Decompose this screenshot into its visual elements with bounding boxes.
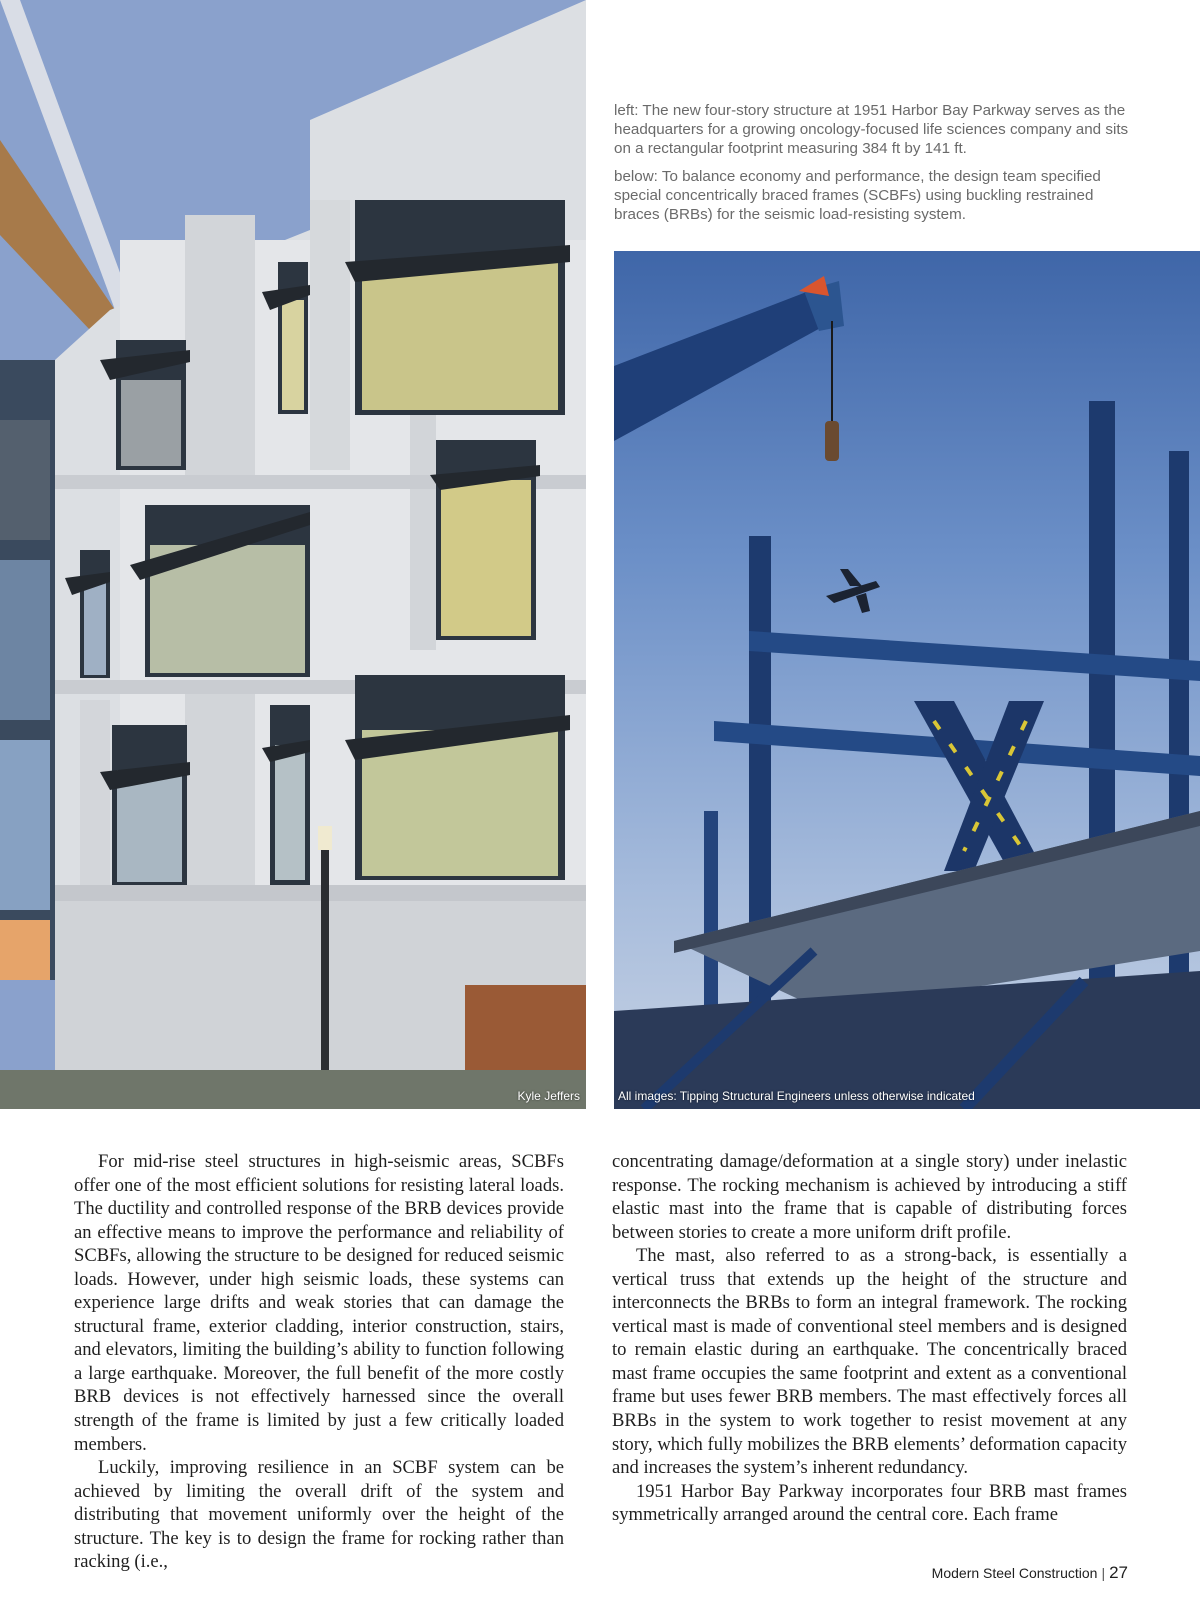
- publication-name: Modern Steel Construction: [931, 1565, 1098, 1581]
- body-paragraph: For mid-rise steel structures in high-seismic areas, SCBFs offer one of the most efficient solutions for resisting lateral loads. The ductility and controlled response of the BRB devices provide an effective means to improve the performance and reliability of SCBFs, allowing the structure to be designed for reduced seismic loads. However, under high seismic loads, these systems can experience large drifts and weak stories that can damage the structural frame, exterior cladding, interior construction, stairs, and elevators, limiting the building’s ability to function following a large earthquake. Moreover, the full benefit of the more costly BRB devices is not effectively harnessed since the overall strength of the frame is limited by just a few critically loaded members.: [74, 1151, 564, 1455]
- photo-credit-right: All images: Tipping Structural Engineers unless otherwise indicated: [618, 1089, 975, 1103]
- caption-left: left: The new four-story structure at 1951 Harbor Bay Parkway serves as the headquarters for a growing oncology-focused life sciences company and sits on a rectangular footprint measuring 384 ft by 141 ft.: [614, 102, 1129, 157]
- building-facade-illustration: [0, 0, 586, 1109]
- caption-below: below: To balance economy and performance, the design team specified special concentrically braced frames (SCBFs) using buckling restrained braces (BRBs) for the seismic load-resisting system.: [614, 168, 1101, 223]
- photo-credit-left: Kyle Jeffers: [517, 1089, 580, 1103]
- body-column-left: [74, 1150, 564, 1574]
- footer-separator: |: [1101, 1565, 1106, 1581]
- steel-construction-photo: [614, 251, 1200, 1109]
- building-facade-photo: [0, 0, 586, 1109]
- photo-captions: [614, 101, 1134, 233]
- body-paragraph: 1951 Harbor Bay Parkway incorporates four BRB mast frames symmetrically arranged around the central core. Each frame: [612, 1480, 1127, 1526]
- body-column-right: [612, 1150, 1127, 1527]
- body-paragraph: The mast, also referred to as a strong-back, is essentially a vertical truss that extends up the height of the structure and interconnects the BRBs to form an integral framework. The rocking vertical mast is made of conventional steel members and is designed to remain elastic during an earthquake. The concentrically braced mast frame occupies the same footprint and extent as a conventional frame but uses fewer BRB members. The mast effectively forces all BRBs in the system to work together to resist movement at any story, which fully mobilizes the BRB elements’ deformation capacity and increases the system’s inherent redundancy.: [612, 1245, 1127, 1479]
- page-footer: [932, 1563, 1128, 1583]
- page-number: 27: [1109, 1563, 1128, 1582]
- body-paragraph: concentrating damage/deformation at a single story) under inelastic response. The rocking mechanism is achieved by introducing a stiff elastic mast into the frame that is capable of distributing forces between stories to create a more uniform drift profile.: [612, 1151, 1127, 1243]
- body-paragraph: Luckily, improving resilience in an SCBF system can be achieved by limiting the overall drift of the system and distributing that movement uniformly over the height of the structure. The key is to design the frame for rocking rather than racking (i.e.,: [74, 1457, 564, 1573]
- steel-construction-illustration: [614, 251, 1200, 1109]
